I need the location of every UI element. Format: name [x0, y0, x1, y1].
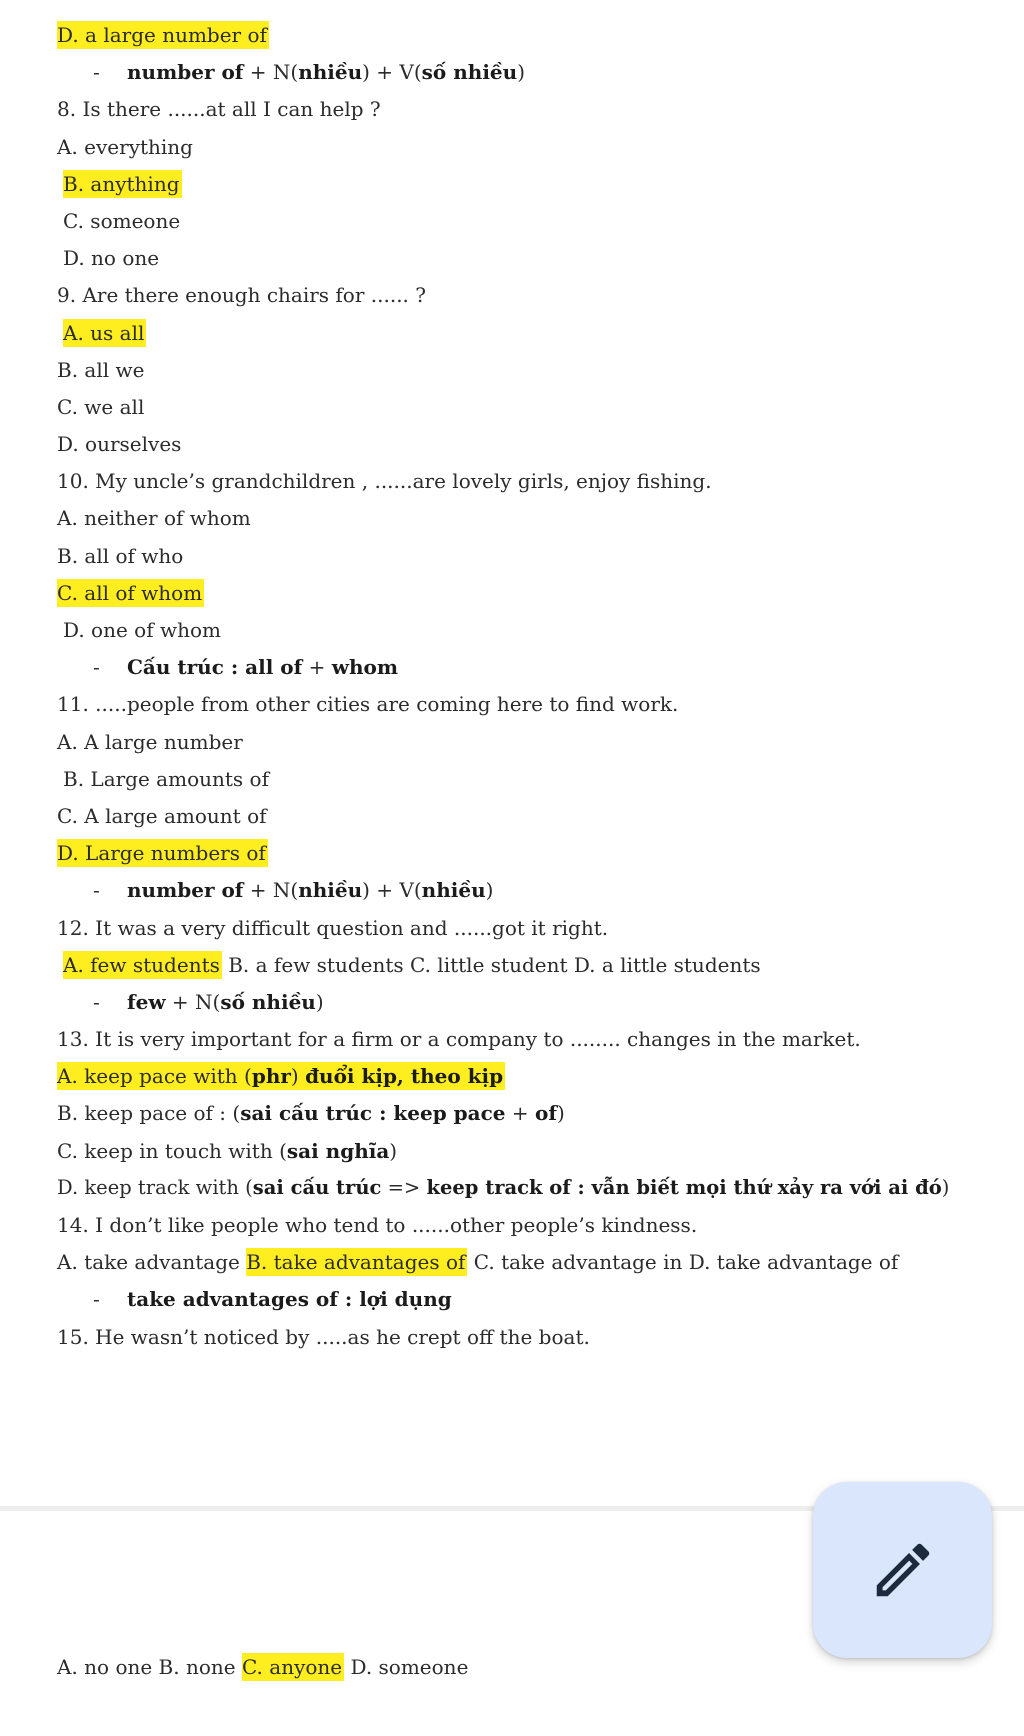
note-text: + N( — [165, 989, 221, 1014]
option-text: ) — [556, 1101, 565, 1126]
question-10: 10. My uncle’s grandchildren , ......are lovely girls, enjoy fishing. — [57, 469, 712, 494]
note-bold: keep track of : vẫn biết mọi thứ xảy ra với ai đó — [426, 1175, 942, 1199]
highlighted-answer: A. few students — [63, 952, 220, 977]
option-line: D. ourselves — [57, 432, 182, 457]
option-text: => — [381, 1175, 427, 1199]
note-dash: - — [93, 878, 100, 903]
note-dash: - — [93, 655, 100, 680]
note-line — [57, 1283, 997, 1320]
note-bold: nhiều — [421, 878, 486, 903]
highlighted-answer: B. take advantages of — [246, 1250, 466, 1275]
note-bold: whom — [331, 655, 398, 680]
note-bold: of — [535, 1101, 557, 1126]
options-text: D. someone — [344, 1655, 469, 1679]
note-bold: sai cấu trúc — [252, 1175, 382, 1199]
option-text: C. keep in touch with ( — [57, 1138, 287, 1163]
note-bold: few — [127, 989, 166, 1014]
answer-line — [57, 577, 997, 614]
options-line — [57, 949, 997, 986]
question-12: 12. It was a very difficult question and ......got it right. — [57, 915, 609, 940]
note-bold: number of — [127, 60, 244, 85]
option-line: C. we all — [57, 394, 145, 419]
question-8: 8. Is there ......at all I can help ? — [57, 97, 381, 122]
note-text: + N( — [243, 60, 299, 85]
option-line — [57, 1097, 997, 1134]
option-line — [57, 1135, 997, 1172]
answer-line — [57, 168, 997, 205]
highlighted-answer: B. anything — [63, 171, 180, 196]
highlighted-answer — [57, 1062, 505, 1090]
note-dash: - — [93, 60, 100, 85]
note-bold: Cấu trúc : all of — [127, 655, 303, 680]
question-11: 11. .....people from other cities are coming here to find work. — [57, 692, 679, 717]
note-bold: sai cấu trúc : keep pace — [240, 1101, 506, 1126]
option-text: ) — [941, 1175, 950, 1199]
answer-line — [57, 1060, 997, 1097]
note-text: + N( — [243, 878, 299, 903]
note-bold: số nhiều — [421, 60, 518, 85]
highlighted-answer: D. Large numbers of — [57, 841, 266, 866]
option-line — [57, 1172, 997, 1209]
options-text: C. take advantage in D. take advantage of — [467, 1250, 899, 1275]
option-line: A. everything — [57, 134, 193, 159]
options-line — [57, 1246, 997, 1283]
highlighted-answer: C. all of whom — [57, 580, 203, 605]
option-text: + — [505, 1101, 535, 1126]
question-15: 15. He wasn’t noticed by .....as he crept off the boat. — [57, 1324, 590, 1349]
note-bold: đuổi kịp, theo kịp — [305, 1064, 504, 1089]
note-text: ) + V( — [362, 60, 422, 85]
document-body — [57, 19, 997, 1358]
question-15-options — [57, 1651, 468, 1688]
note-dash: - — [93, 1287, 100, 1312]
note-bold: number of — [127, 878, 244, 903]
option-line: D. one of whom — [63, 618, 221, 642]
options-text: A. take advantage — [57, 1250, 247, 1275]
option-text: A. keep pace with ( — [57, 1064, 252, 1089]
question-14: 14. I don’t like people who tend to ......other people’s kindness. — [57, 1213, 698, 1237]
note-text: ) + V( — [362, 878, 422, 903]
options-text: A. no one B. none — [57, 1655, 242, 1679]
option-text: D. keep track with ( — [57, 1175, 253, 1199]
note-text: ) — [517, 60, 525, 85]
question-9: 9. Are there enough chairs for ...... ? — [57, 283, 426, 308]
note-line — [57, 986, 997, 1023]
option-line: C. A large amount of — [57, 803, 267, 828]
option-line: B. all we — [57, 357, 145, 382]
note-text: ) — [485, 878, 494, 903]
answer-line — [57, 19, 997, 56]
option-line: A. neither of whom — [57, 506, 251, 531]
note-line — [57, 651, 997, 688]
question-13: 13. It is very important for a firm or a company to ........ changes in the market. — [57, 1027, 861, 1052]
answer-line — [57, 837, 997, 874]
note-dash: - — [93, 989, 100, 1014]
options-text: B. a few students C. little student D. a little students — [221, 952, 761, 977]
highlighted-answer: A. us all — [63, 320, 145, 345]
note-bold: nhiều — [298, 60, 363, 85]
note-text: ) — [315, 989, 324, 1014]
option-text: ) — [290, 1064, 306, 1089]
option-text: B. keep pace of : ( — [57, 1101, 241, 1126]
note-bold: take advantages of : lợi dụng — [127, 1287, 452, 1312]
pencil-edit-icon — [868, 1535, 938, 1605]
note-bold: số nhiều — [220, 989, 316, 1014]
note-line — [57, 56, 997, 93]
highlighted-answer: D. a large number of — [57, 23, 267, 47]
option-text: ) — [389, 1138, 398, 1163]
note-text: + — [302, 655, 332, 680]
edit-fab-button[interactable] — [813, 1482, 992, 1658]
note-bold: phr — [251, 1064, 291, 1089]
option-line: C. someone — [63, 208, 181, 233]
note-line — [57, 874, 997, 911]
option-line: A. A large number — [57, 729, 243, 754]
option-line: B. Large amounts of — [63, 766, 269, 791]
highlighted-answer: C. anyone — [241, 1655, 343, 1679]
note-bold: nhiều — [298, 878, 363, 903]
answer-line — [57, 317, 997, 354]
option-line: D. no one — [63, 246, 160, 271]
note-bold: sai nghĩa — [286, 1138, 390, 1163]
option-line: B. all of who — [57, 543, 184, 568]
